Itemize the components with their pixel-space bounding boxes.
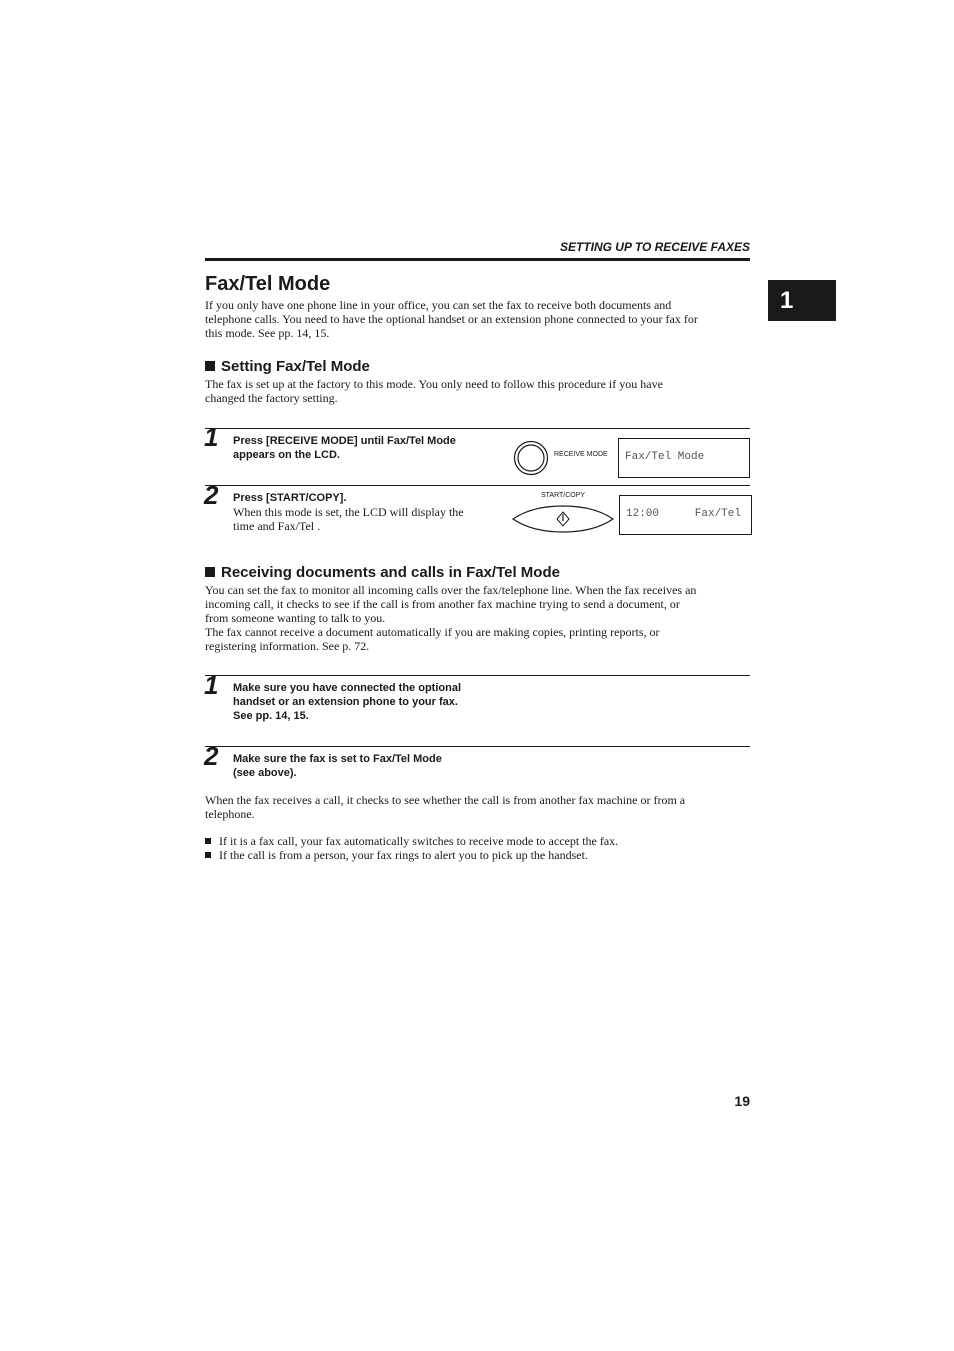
body-line: When the fax receives a call, it checks to see whether the call is from another fax machine or from a [205, 793, 686, 807]
step-rule [205, 428, 750, 429]
step-rule [205, 485, 750, 486]
list-item-text: If it is a fax call, your fax automatically switches to receive mode to accept the fax. [219, 834, 619, 848]
step-rule [205, 746, 750, 747]
step-number: 1 [204, 422, 219, 452]
step-line: Press [RECEIVE MODE] until Fax/Tel Mode [233, 435, 456, 447]
page-number: 19 [734, 1093, 750, 1109]
body-line: telephone. [205, 807, 255, 821]
step-line: See pp. 14, 15. [233, 710, 309, 722]
square-bullet-icon [205, 361, 215, 371]
list-item-text: If the call is from a person, your fax rings to alert you to pick up the handset. [219, 848, 588, 862]
list-item [205, 848, 750, 862]
list-item [205, 834, 750, 848]
step-instruction [233, 491, 503, 533]
section-heading-receiving [205, 564, 560, 581]
step-instruction [233, 434, 503, 462]
start-copy-button-icon [512, 502, 614, 536]
section1-body [205, 377, 750, 405]
step-rule [205, 675, 750, 676]
step-number: 2 [204, 480, 219, 510]
section-heading-setting [205, 358, 370, 375]
intro-line: telephone calls. You need to have the optional handset or an extension phone connected to your fax for [205, 312, 698, 326]
intro-line: If you only have one phone line in your office, you can set the fax to receive both documents and [205, 298, 672, 312]
square-bullet-icon [205, 567, 215, 577]
body-line: registering information. See p. 72. [205, 639, 370, 653]
step-line: time and Fax/Tel . [233, 519, 321, 533]
lcd-time: 12:00 [626, 508, 660, 520]
body-line: The fax cannot receive a document automatically if you are making copies, printing reports, or [205, 625, 660, 639]
running-header: SETTING UP TO RECEIVE FAXES [559, 240, 750, 254]
step-line: Make sure the fax is set to Fax/Tel Mode [233, 753, 442, 765]
lcd-display-2 [619, 495, 752, 535]
section-heading-text: Receiving documents and calls in Fax/Tel Mode [221, 564, 560, 581]
step-line: (see above). [233, 767, 297, 779]
body-line: incoming call, it checks to see if the call is from another fax machine trying to send a document, or [205, 597, 680, 611]
square-bullet-icon [205, 852, 211, 858]
step-instruction [233, 681, 533, 723]
step-number: 1 [204, 670, 219, 700]
square-bullet-icon [205, 838, 211, 844]
header-rule [205, 258, 750, 261]
chapter-tab: 1 [768, 280, 836, 321]
receive-mode-button-icon [513, 440, 549, 476]
step-line: appears on the LCD. [233, 449, 340, 461]
bullet-list [205, 834, 750, 862]
lcd-mode: Fax/Tel [694, 508, 741, 520]
lcd-display-1 [618, 438, 750, 478]
step-line-bold: Press [START/COPY]. [233, 492, 347, 504]
step-instruction [233, 752, 533, 780]
section-heading-text: Setting Fax/Tel Mode [221, 358, 370, 375]
step-line: When this mode is set, the LCD will display the [233, 505, 464, 519]
body-line: changed the factory setting. [205, 391, 338, 405]
receive-mode-label: RECEIVE MODE [554, 451, 608, 458]
step-line: Make sure you have connected the optional [233, 682, 461, 694]
lcd-text: Fax/Tel Mode [625, 451, 705, 463]
intro-line: this mode. See pp. 14, 15. [205, 326, 330, 340]
intro-paragraph [205, 298, 750, 340]
step-line: handset or an extension phone to your fax. [233, 696, 458, 708]
body-line: The fax is set up at the factory to this mode. You only need to follow this procedure if you have [205, 377, 663, 391]
start-copy-label: START/COPY [541, 492, 586, 499]
page-title: Fax/Tel Mode [205, 273, 331, 295]
step-number: 2 [204, 741, 219, 771]
body-line: from someone wanting to talk to you. [205, 611, 386, 625]
body-line: You can set the fax to monitor all incoming calls over the fax/telephone line. When the fax receives an [205, 583, 697, 597]
section2-body [205, 583, 750, 653]
after-paragraph [205, 793, 750, 821]
